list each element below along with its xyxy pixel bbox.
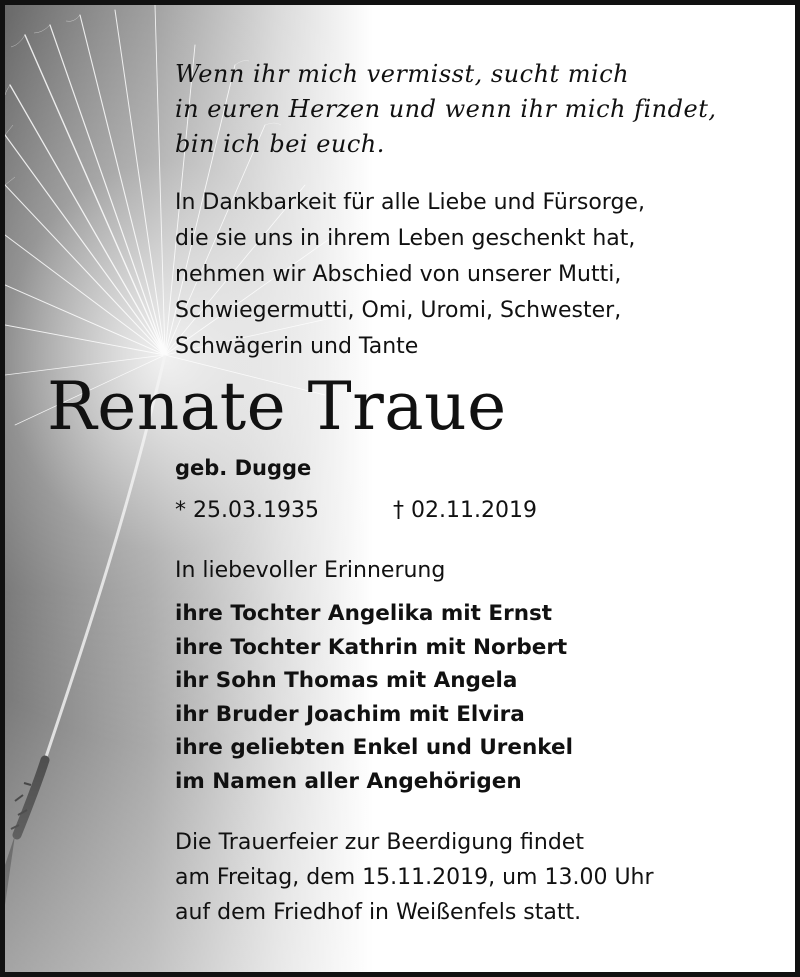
- poem-line: in euren Herzen und wenn ihr mich findet,: [175, 95, 717, 123]
- dedication-line: Schwägerin und Tante: [175, 334, 419, 359]
- mourner: ihr Sohn Thomas mit Angela: [175, 668, 518, 693]
- poem-line: Wenn ihr mich vermisst, sucht mich: [175, 60, 630, 88]
- funeral-info: [175, 825, 654, 930]
- funeral-line: auf dem Friedhof in Weißenfels statt.: [175, 900, 582, 925]
- birth-name: geb. Dugge: [175, 456, 312, 480]
- dedication-text: [175, 185, 645, 365]
- birth-date: * 25.03.1935: [175, 498, 319, 523]
- mourners-list: [175, 597, 573, 798]
- dedication-line: die sie uns in ihrem Leben geschenkt hat,: [175, 226, 636, 251]
- mourner: ihre geliebten Enkel und Urenkel: [175, 735, 573, 760]
- mourner: ihre Tochter Angelika mit Ernst: [175, 601, 553, 626]
- funeral-line: Die Trauerfeier zur Beerdigung findet: [175, 830, 584, 855]
- life-dates: [175, 495, 537, 527]
- death-date: † 02.11.2019: [393, 498, 537, 523]
- memorial-poem: [175, 57, 716, 162]
- funeral-line: am Freitag, dem 15.11.2019, um 13.00 Uhr: [175, 865, 654, 890]
- dedication-line: In Dankbarkeit für alle Liebe und Fürsorge,: [175, 190, 645, 215]
- dedication-line: Schwiegermutti, Omi, Uromi, Schwester,: [175, 298, 622, 323]
- remembrance-intro: In liebevoller Erinnerung: [175, 558, 446, 583]
- deceased-name: Renate Traue: [47, 368, 507, 445]
- poem-line: bin ich bei euch.: [175, 130, 385, 158]
- mourner: ihre Tochter Kathrin mit Norbert: [175, 634, 568, 660]
- mourner: ihr Bruder Joachim mit Elvira: [175, 701, 525, 727]
- dedication-line: nehmen wir Abschied von unserer Mutti,: [175, 262, 622, 287]
- mourner: im Namen aller Angehörigen: [175, 768, 522, 794]
